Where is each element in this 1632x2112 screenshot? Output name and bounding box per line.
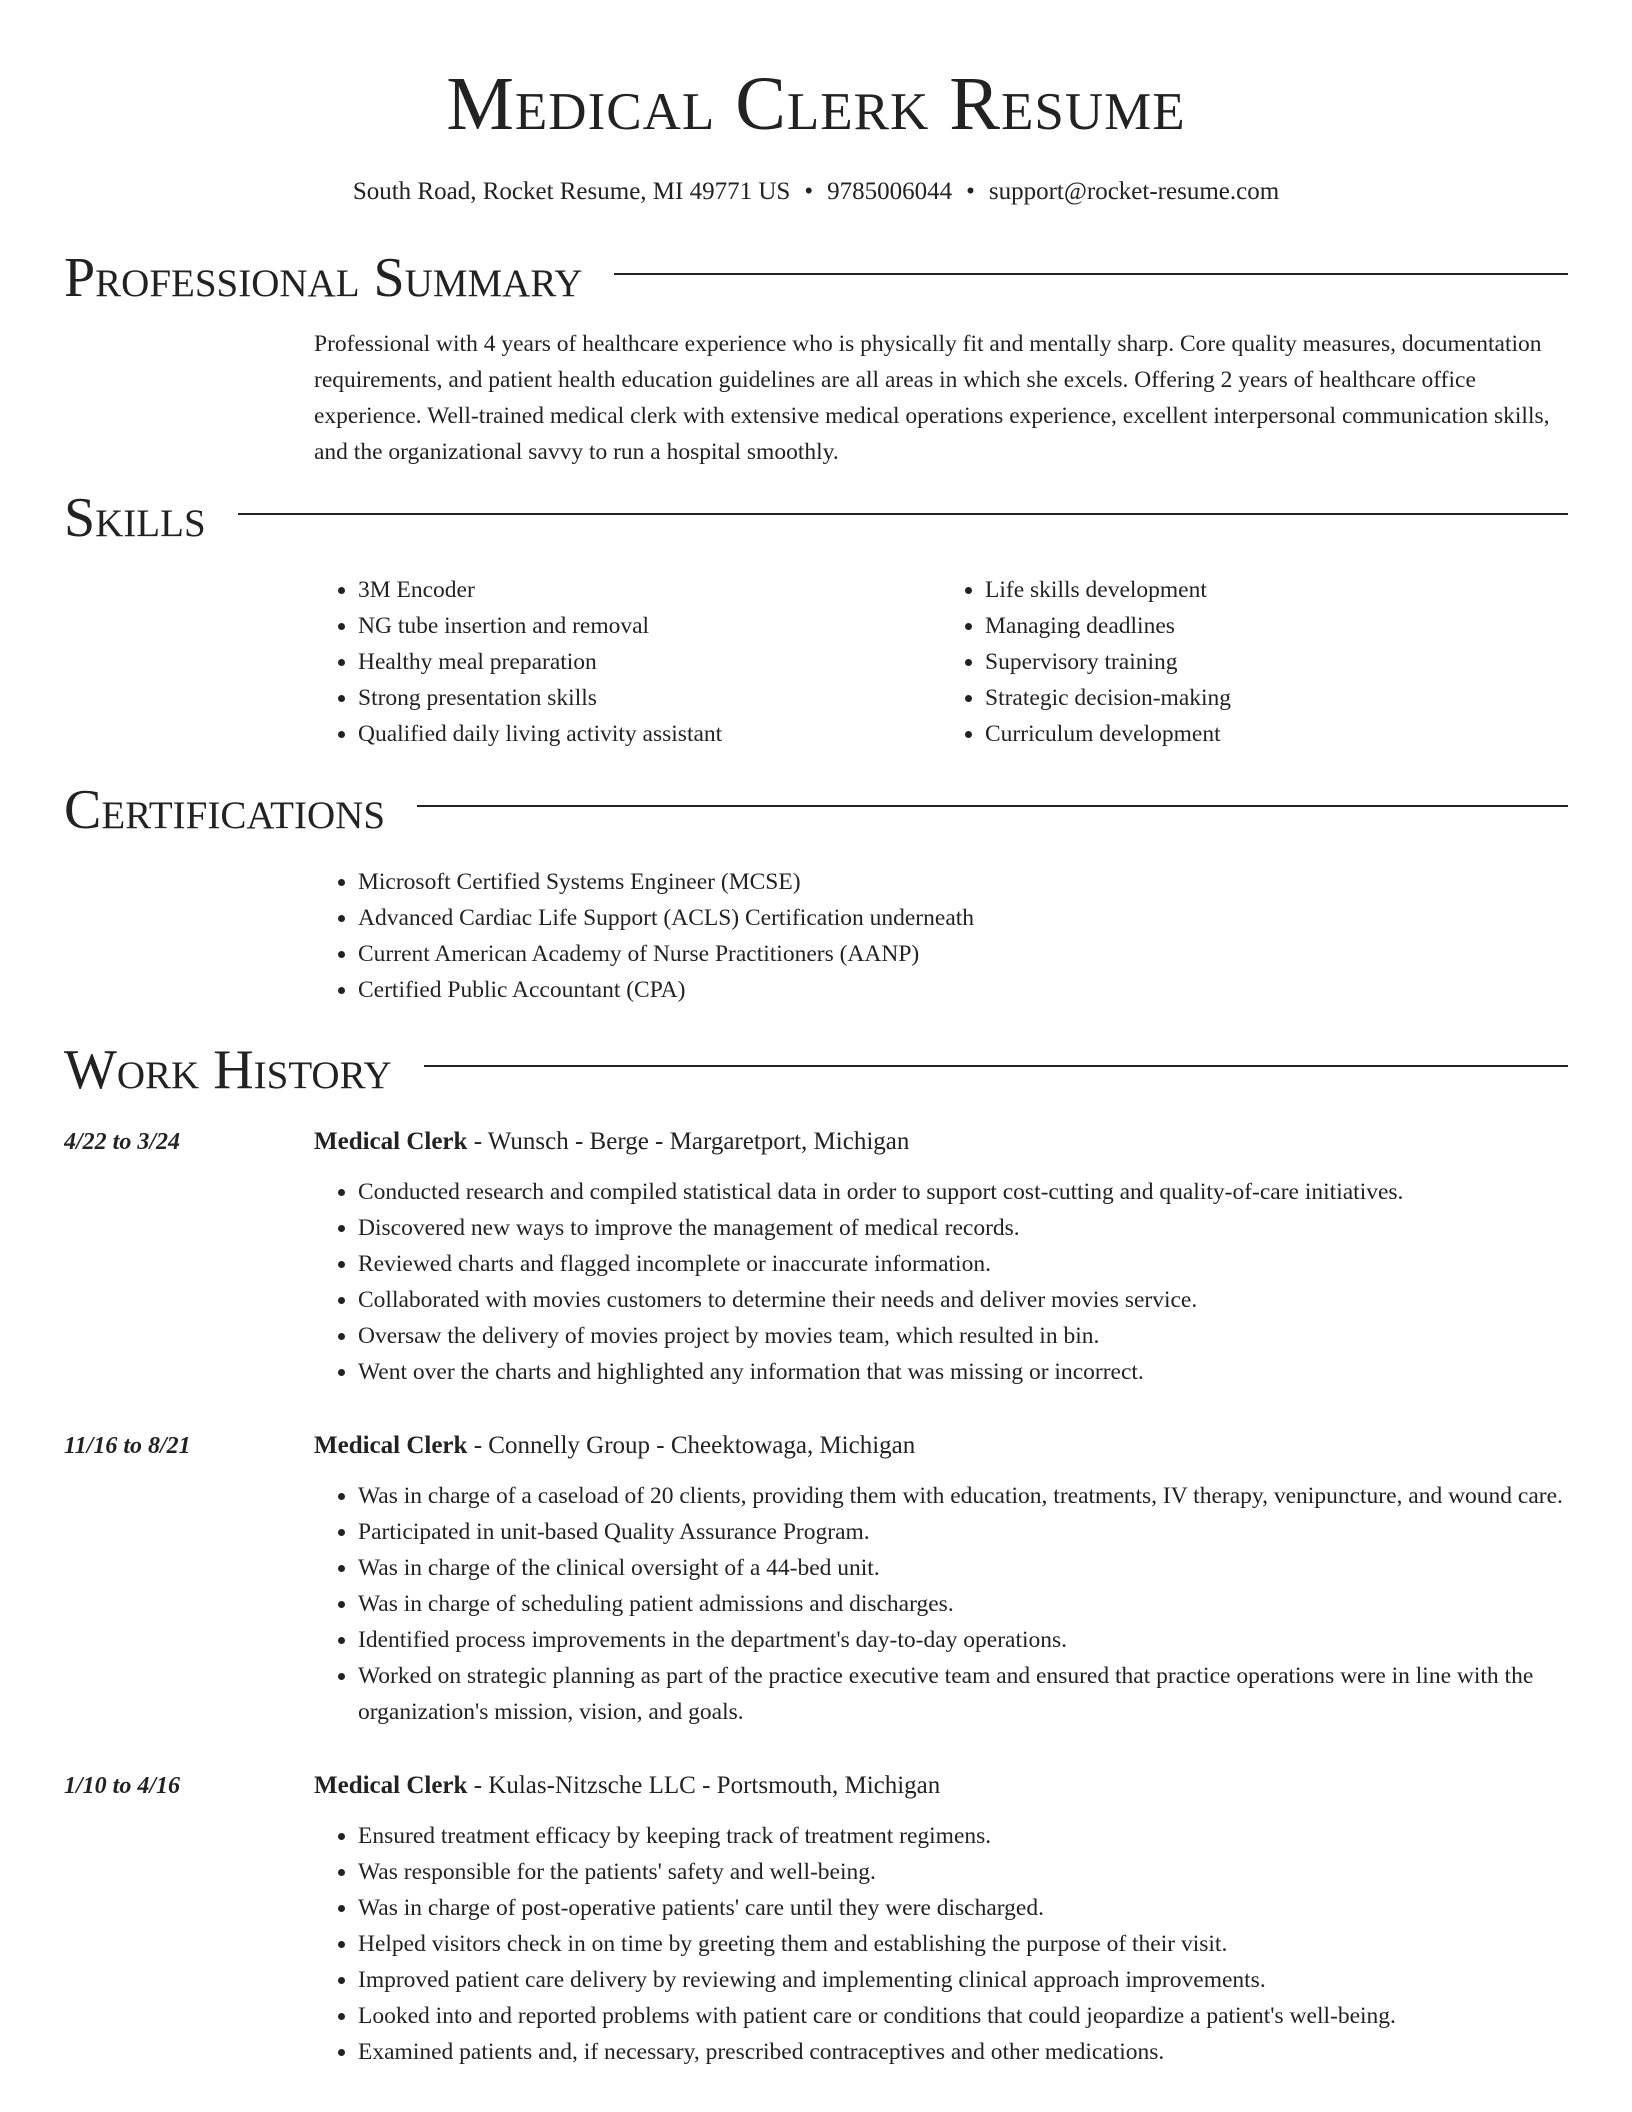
- job-bullet: • Looked into and reported problems with patient care or conditions that could jeopardize a patient's well-being.: [358, 1998, 1568, 2034]
- work-history-heading: Work History: [64, 1039, 392, 1101]
- job-bullet: • Was in charge of post-operative patients' care until they were discharged.: [358, 1890, 1568, 1926]
- resume-title: Medical Clerk Resume: [446, 62, 1186, 146]
- skill-item: • Curriculum development: [985, 716, 1568, 752]
- skills-section-header: [64, 486, 1568, 550]
- certifications-section-header: [64, 778, 1568, 842]
- job-bullets: [314, 1174, 1568, 1390]
- job-bullet: • Oversaw the delivery of movies project by movies team, which resulted in bin.: [358, 1318, 1568, 1354]
- skill-item: • Managing deadlines: [985, 608, 1568, 644]
- skills-list-right: [941, 572, 1568, 752]
- resume-page: [64, 0, 1568, 2112]
- job-role: Medical Clerk: [314, 1128, 468, 1155]
- job-bullet: • Reviewed charts and flagged incomplete or inaccurate information.: [358, 1246, 1568, 1282]
- summary-heading: Professional Summary: [64, 247, 583, 309]
- job-bullet: • Ensured treatment efficacy by keeping track of treatment regimens.: [358, 1818, 1568, 1854]
- job-content: [314, 1124, 1568, 1390]
- summary-section: [314, 326, 1568, 470]
- job-employer: - Connelly Group - Cheektowaga, Michigan: [467, 1432, 916, 1459]
- skills-heading: Skills: [64, 487, 206, 549]
- certifications-section: [314, 864, 1568, 1008]
- contact-email: support@rocket-resume.com: [988, 178, 1280, 205]
- section-divider: [424, 1065, 1568, 1067]
- certifications-list: [314, 864, 1568, 1008]
- job-bullet: • Was in charge of scheduling patient admissions and discharges.: [358, 1586, 1568, 1622]
- skills-section: [314, 572, 1568, 752]
- section-divider: [614, 273, 1568, 275]
- skill-item: • NG tube insertion and removal: [358, 608, 941, 644]
- job-bullet: • Discovered new ways to improve the management of medical records.: [358, 1210, 1568, 1246]
- summary-section-header: [64, 246, 1568, 310]
- job-bullets: [314, 1478, 1568, 1730]
- job-dates: 11/16 to 8/21: [64, 1433, 191, 1459]
- separator-dot: •: [804, 178, 814, 205]
- job-bullet: • Examined patients and, if necessary, prescribed contraceptives and other medications.: [358, 2034, 1568, 2070]
- job-entry: [64, 1428, 1568, 1730]
- skill-item: • Healthy meal preparation: [358, 644, 941, 680]
- certification-item: • Current American Academy of Nurse Practitioners (AANP): [358, 936, 1568, 972]
- skills-list-left: [314, 572, 941, 752]
- job-bullet: • Conducted research and compiled statistical data in order to support cost-cutting and quality-of-care initiatives.: [358, 1174, 1568, 1210]
- skill-item: • Supervisory training: [985, 644, 1568, 680]
- section-divider: [417, 805, 1568, 807]
- skills-grid: [314, 572, 1568, 752]
- job-bullets: [314, 1818, 1568, 2070]
- job-bullet: • Collaborated with movies customers to determine their needs and deliver movies service.: [358, 1282, 1568, 1318]
- job-role: Medical Clerk: [314, 1772, 468, 1799]
- job-bullet: • Was in charge of a caseload of 20 clients, providing them with education, treatments, IV therapy, venipuncture, and wound care.: [358, 1478, 1568, 1514]
- job-content: [314, 1768, 1568, 2070]
- skill-item: • Qualified daily living activity assistant: [358, 716, 941, 752]
- contact-phone: 9785006044: [827, 178, 953, 205]
- job-dates: 4/22 to 3/24: [64, 1129, 181, 1155]
- certification-item: • Advanced Cardiac Life Support (ACLS) Certification underneath: [358, 900, 1568, 936]
- skill-item: • Life skills development: [985, 572, 1568, 608]
- certification-item: • Microsoft Certified Systems Engineer (MCSE): [358, 864, 1568, 900]
- job-bullet: • Was responsible for the patients' safety and well-being.: [358, 1854, 1568, 1890]
- job-bullet: • Identified process improvements in the department's day-to-day operations.: [358, 1622, 1568, 1658]
- job-bullet: • Was in charge of the clinical oversight of a 44-bed unit.: [358, 1550, 1568, 1586]
- job-heading: [314, 1124, 1568, 1160]
- job-bullet: • Participated in unit-based Quality Assurance Program.: [358, 1514, 1568, 1550]
- job-bullet: • Helped visitors check in on time by greeting them and establishing the purpose of their visit.: [358, 1926, 1568, 1962]
- job-role: Medical Clerk: [314, 1432, 468, 1459]
- skill-item: • 3M Encoder: [358, 572, 941, 608]
- certifications-heading: Certifications: [64, 779, 386, 841]
- skill-item: • Strategic decision-making: [985, 680, 1568, 716]
- job-heading: [314, 1768, 1568, 1804]
- job-heading: [314, 1428, 1568, 1464]
- certification-item: • Certified Public Accountant (CPA): [358, 972, 1568, 1008]
- job-content: [314, 1428, 1568, 1730]
- contact-line: [64, 176, 1568, 208]
- skill-item: • Strong presentation skills: [358, 680, 941, 716]
- job-entry: [64, 1768, 1568, 2070]
- work-history-section-header: [64, 1038, 1568, 1102]
- section-divider: [238, 513, 1568, 515]
- contact-address: South Road, Rocket Resume, MI 49771 US: [352, 178, 791, 205]
- summary-text: Professional with 4 years of healthcare experience who is physically fit and mentally sharp. Core quality measures, documentation requirements, and patient health education guidelines are all areas in which she excels. Offering 2 years of healthcare office experience. Well-trained medical clerk with extensive medical operations experience, excellent interpersonal communication skills, and the organizational savvy to run a hospital smoothly.: [314, 331, 1550, 465]
- job-bullet: • Went over the charts and highlighted any information that was missing or incorrect.: [358, 1354, 1568, 1390]
- job-bullet: • Worked on strategic planning as part of the practice executive team and ensured that practice operations were in line with the organization's mission, vision, and goals.: [358, 1658, 1568, 1730]
- job-employer: - Kulas-Nitzsche LLC - Portsmouth, Michigan: [467, 1772, 941, 1799]
- job-dates: 1/10 to 4/16: [64, 1773, 181, 1799]
- job-employer: - Wunsch - Berge - Margaretport, Michigan: [467, 1128, 910, 1155]
- separator-dot: •: [966, 178, 975, 205]
- job-entry: [64, 1124, 1568, 1390]
- job-bullet: • Improved patient care delivery by reviewing and implementing clinical approach improvements.: [358, 1962, 1568, 1998]
